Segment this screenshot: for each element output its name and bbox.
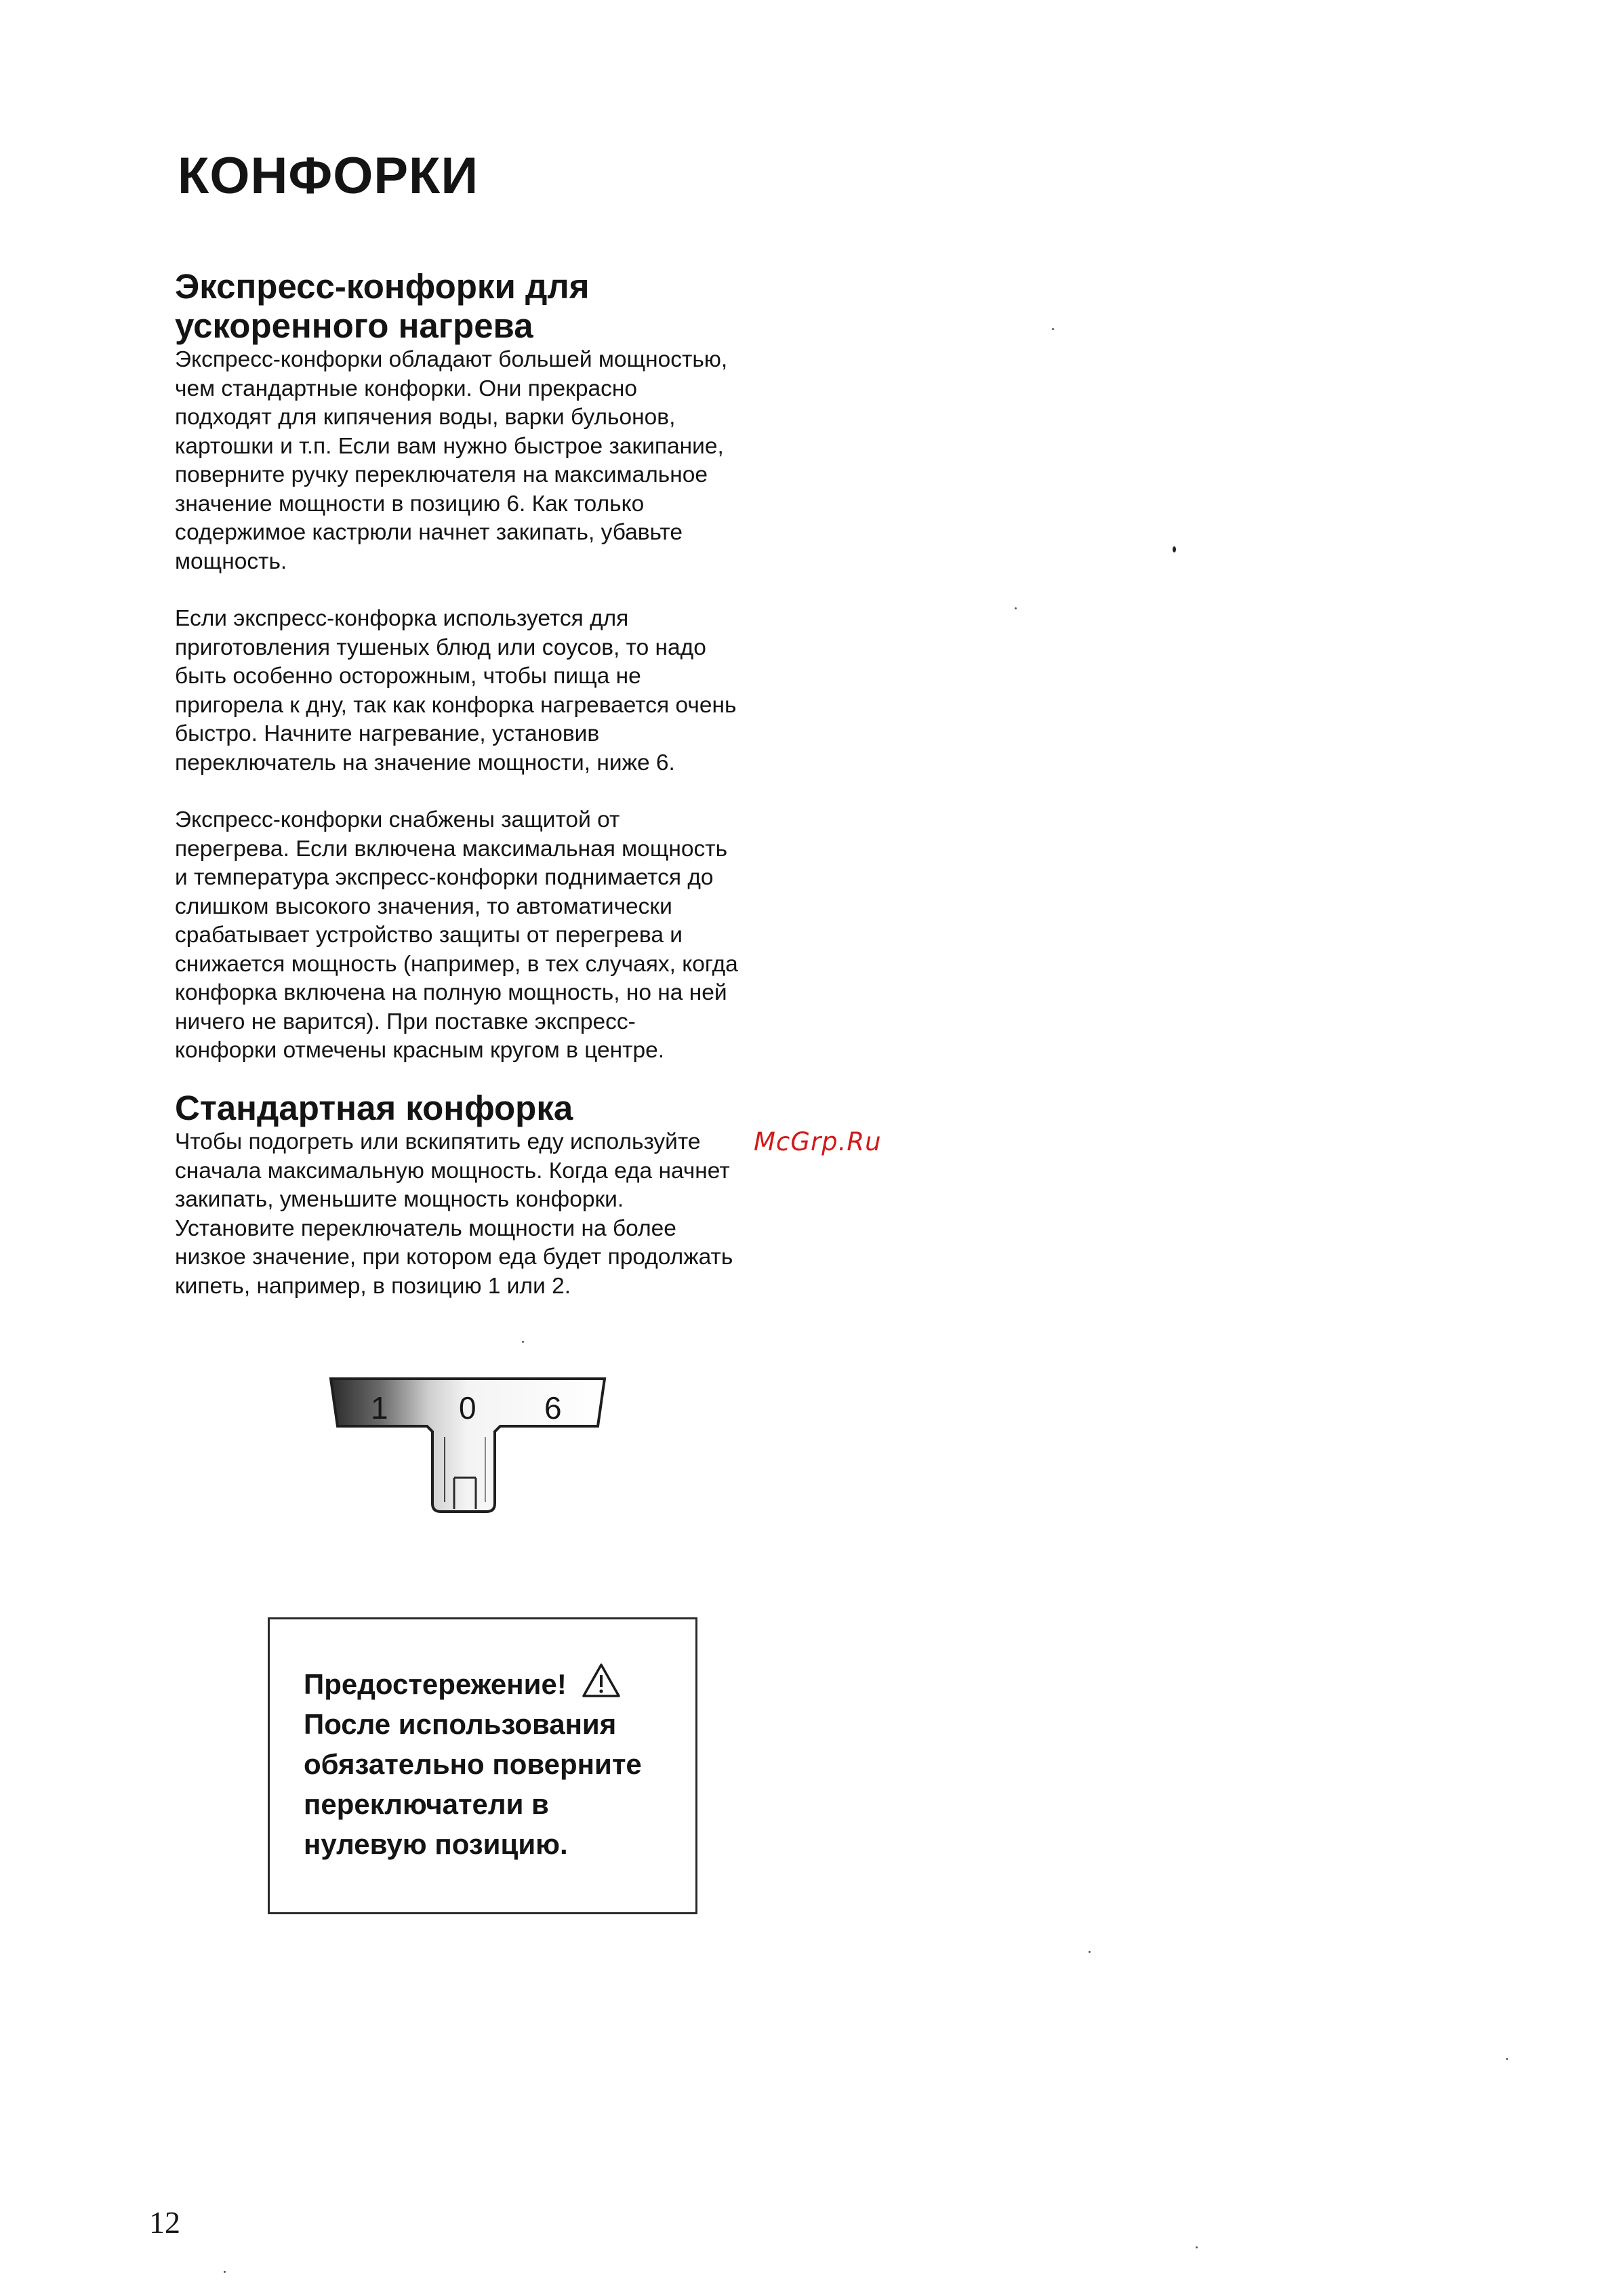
page-number: 12 [149,2205,180,2240]
scan-speck [1089,1951,1091,1953]
warning-box [268,1617,697,1914]
page-title: КОНФОРКИ [178,147,479,205]
express-burners-section [175,267,866,1066]
standard-heading: Стандартная конфорка [175,1089,573,1127]
express-paragraph-3: Экспресс-конфорки снабжены защитой от перегрева. Если включена максимальная мощность и температура экспресс-конфорки поднимается до слишком высокого значения, то автоматически срабатывает устройство защиты от перегрева и снижается мощность (например, в тех случаях, когда конфорка включена на полную мощность, но на ней ничего не варится). При поставке экспресс- конфорки отмечены красным кругом в центре. [175,807,738,1063]
express-heading-line2: ускоренного нагрева [175,306,533,345]
scan-speck [522,1341,524,1343]
dial-label-0: 0 [459,1390,476,1426]
standard-burner-section [175,1089,866,1301]
scan-speck [224,2271,226,2273]
warning-title: Предостережение! [304,1668,567,1700]
express-paragraph-1: Экспресс-конфорки обладают большей мощностью, чем стандартные конфорки. Они прекрасно подходят для кипячения воды, варки бульонов, картошки и т.п. Если вам нужно быстрое закипание, поверните ручку переключателя на максимальное значение мощности в позицию 6. Как только содержимое кастрюли начнет закипать, убавьте мощность. [175,347,728,574]
express-paragraph-2: Если экспресс-конфорка используется для приготовления тушеных блюд или соусов, то надо быть особенно осторожным, чтобы пища не пригорела к дну, так как конфорка нагревается очень быстро. Начните нагревание, установив переключатель на значение мощности, ниже 6. [175,606,737,775]
express-heading-line1: Экспресс-конфорки для [175,267,590,306]
control-knob-illustration [325,1369,617,1532]
scan-speck [1015,607,1017,609]
dial-label-1: 1 [371,1390,388,1426]
warning-body: После использования обязательно поверните переключатели в нулевую позицию. [304,1708,642,1860]
scan-speck [1506,2058,1508,2060]
dial-label-6: 6 [544,1390,562,1426]
scan-speck [1052,328,1054,330]
watermark: McGrp.Ru [754,1127,882,1156]
standard-paragraph: Чтобы подогреть или вскипятить еду используйте сначала максимальную мощность. Когда еда начнет закипать, уменьшите мощность конфорки. Установите переключатель мощности на более низкое значение, при котором еда будет продолжать кипеть, например, в позицию 1 или 2. [175,1129,733,1299]
warning-triangle-icon [582,1663,621,1698]
scan-speck [1196,2246,1198,2248]
scan-speck [1173,546,1176,552]
